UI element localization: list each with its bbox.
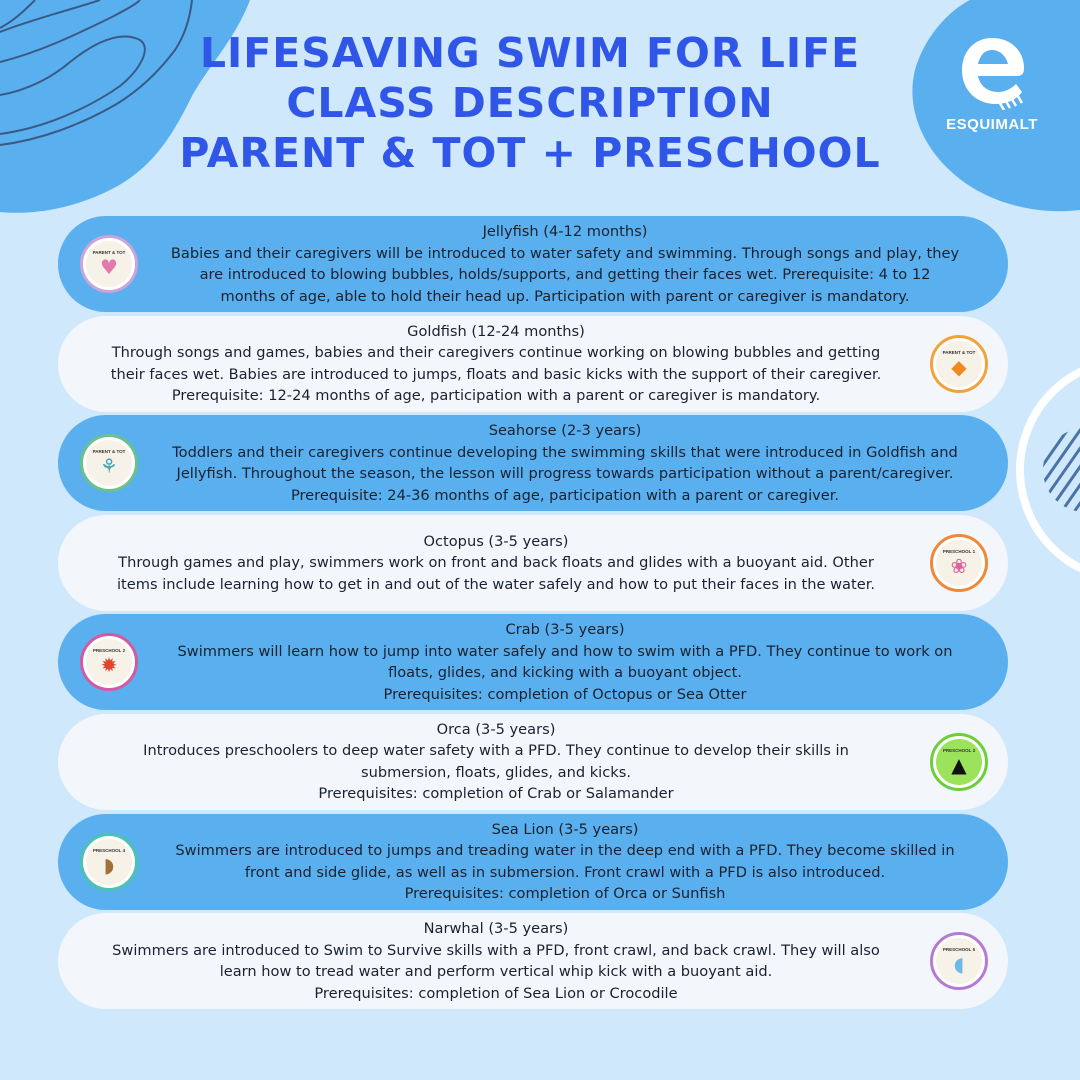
orca-icon: ▲ — [951, 752, 967, 777]
jellyfish-badge — [80, 235, 138, 293]
class-description-line: Through games and play, swimmers work on front and back floats and glides with a buoyant aid. Other — [118, 554, 874, 572]
class-title: Goldfish (12-24 months) — [407, 322, 585, 340]
class-description-line: Introduces preschoolers to deep water safety with a PFD. They continue to develop their skills in — [143, 742, 849, 760]
orca-badge — [930, 733, 988, 791]
class-title: Sea Lion (3-5 years) — [491, 820, 639, 838]
class-card-narwhal — [58, 913, 1008, 1009]
class-description-line: Swimmers are introduced to jumps and treading water in the deep end with a PFD. They become skilled in — [175, 842, 955, 860]
badge-label: PRESCHOOL 2 — [92, 648, 126, 654]
title-line-1: LIFESAVING SWIM FOR LIFE — [199, 29, 861, 77]
crab-icon: ✹ — [100, 653, 118, 678]
class-list — [58, 216, 1008, 1013]
octopus-icon: ❀ — [950, 553, 968, 578]
badge-label: PARENT & TOT — [92, 250, 126, 255]
title-line-2: CLASS DESCRIPTION — [286, 79, 774, 127]
esquimalt-logo — [932, 30, 1052, 133]
crab-badge — [80, 633, 138, 691]
class-card-sea-lion — [58, 814, 1008, 910]
sea-lion-badge — [80, 833, 138, 891]
class-description-line: Prerequisites: completion of Orca or Sunfish — [404, 885, 726, 903]
class-title: Orca (3-5 years) — [436, 720, 556, 738]
class-card-crab — [58, 614, 1008, 710]
octopus-badge — [930, 534, 988, 592]
class-description-line: floats, glides, and kicking with a buoyant object. — [388, 664, 742, 682]
class-card-octopus — [58, 515, 1008, 611]
seahorse-icon: ⚘ — [100, 454, 118, 479]
esquimalt-logo-mark — [952, 30, 1032, 110]
class-description-line: front and side glide, as well as in submersion. Front crawl with a PFD is also introduced. — [244, 863, 886, 881]
class-description-line: learn how to tread water and perform vertical whip kick with a buoyant aid. — [219, 963, 773, 981]
class-description-line: Babies and their caregivers will be introduced to water safety and swimming. Through songs and play, they — [170, 244, 960, 262]
class-card-seahorse — [58, 415, 1008, 511]
class-card-goldfish — [58, 316, 1008, 412]
class-description-line: Through songs and games, babies and their caregivers continue working on blowing bubbles and getting — [111, 344, 881, 362]
badge-label: PRESCHOOL 4 — [92, 847, 126, 853]
class-title: Seahorse (2-3 years) — [488, 422, 642, 440]
jellyfish-icon: ♥ — [100, 255, 118, 279]
seahorse-badge — [80, 434, 138, 492]
class-description-line: Prerequisites: completion of Crab or Salamander — [318, 785, 674, 803]
badge-label: PRESCHOOL 5 — [942, 947, 976, 953]
class-description-line: Toddlers and their caregivers continue developing the swimming skills that were introduced in Goldfish and — [172, 443, 958, 461]
class-description-line: submersion, floats, glides, and kicks. — [361, 763, 631, 781]
class-title: Crab (3-5 years) — [505, 621, 625, 639]
class-description-line: items include learning how to get in and out of the water safely and how to put their faces in the water. — [116, 575, 876, 593]
class-description-line: their faces wet. Babies are introduced to jumps, floats and basic kicks with the support of their caregiver. — [110, 365, 882, 383]
class-description-line: Prerequisite: 12-24 months of age, participation with a parent or caregiver is mandatory. — [171, 387, 821, 405]
goldfish-badge — [930, 335, 988, 393]
class-description-line: Swimmers will learn how to jump into water safely and how to swim with a PFD. They continue to work on — [177, 642, 953, 660]
logo-text: ESQUIMALT — [946, 116, 1038, 133]
class-description-line: are introduced to blowing bubbles, holds/supports, and getting their faces wet. Prerequisite: 4 to 12 — [199, 266, 931, 283]
class-description-line: Prerequisites: completion of Octopus or Sea Otter — [383, 685, 747, 703]
class-description-line: Prerequisites: completion of Sea Lion or Crocodile — [314, 984, 678, 1002]
class-description-line: Jellyfish. Throughout the season, the lesson will progress towards participation without a parent/caregiver. — [176, 465, 954, 483]
class-description-line: months of age, able to hold their head up. Participation with parent or caregiver is mandatory. — [220, 287, 910, 305]
narwhal-icon: ◖ — [953, 952, 965, 977]
class-card-orca — [58, 714, 1008, 810]
narwhal-badge — [930, 932, 988, 990]
class-title: Narwhal (3-5 years) — [423, 920, 569, 938]
badge-label: PARENT & TOT — [942, 349, 976, 355]
page-title — [110, 28, 950, 178]
badge-label: PRESCHOOL 3 — [942, 747, 976, 753]
goldfish-icon: ◆ — [951, 354, 967, 379]
sea-lion-icon: ◗ — [103, 852, 115, 877]
badge-label: PRESCHOOL 1 — [942, 548, 976, 554]
class-title: Jellyfish (4-12 months) — [482, 223, 648, 240]
badge-label: PARENT & TOT — [92, 449, 126, 455]
right-ring — [1020, 360, 1080, 580]
title-line-3: PARENT & TOT + PRESCHOOL — [179, 129, 881, 177]
class-card-jellyfish — [58, 216, 1008, 312]
class-description-line: Prerequisite: 24-36 months of age, participation with a parent or caregiver. — [290, 486, 840, 504]
class-title: Octopus (3-5 years) — [423, 532, 569, 550]
class-description-line: Swimmers are introduced to Swim to Survive skills with a PFD, front crawl, and back crawl. They will also — [112, 941, 880, 959]
